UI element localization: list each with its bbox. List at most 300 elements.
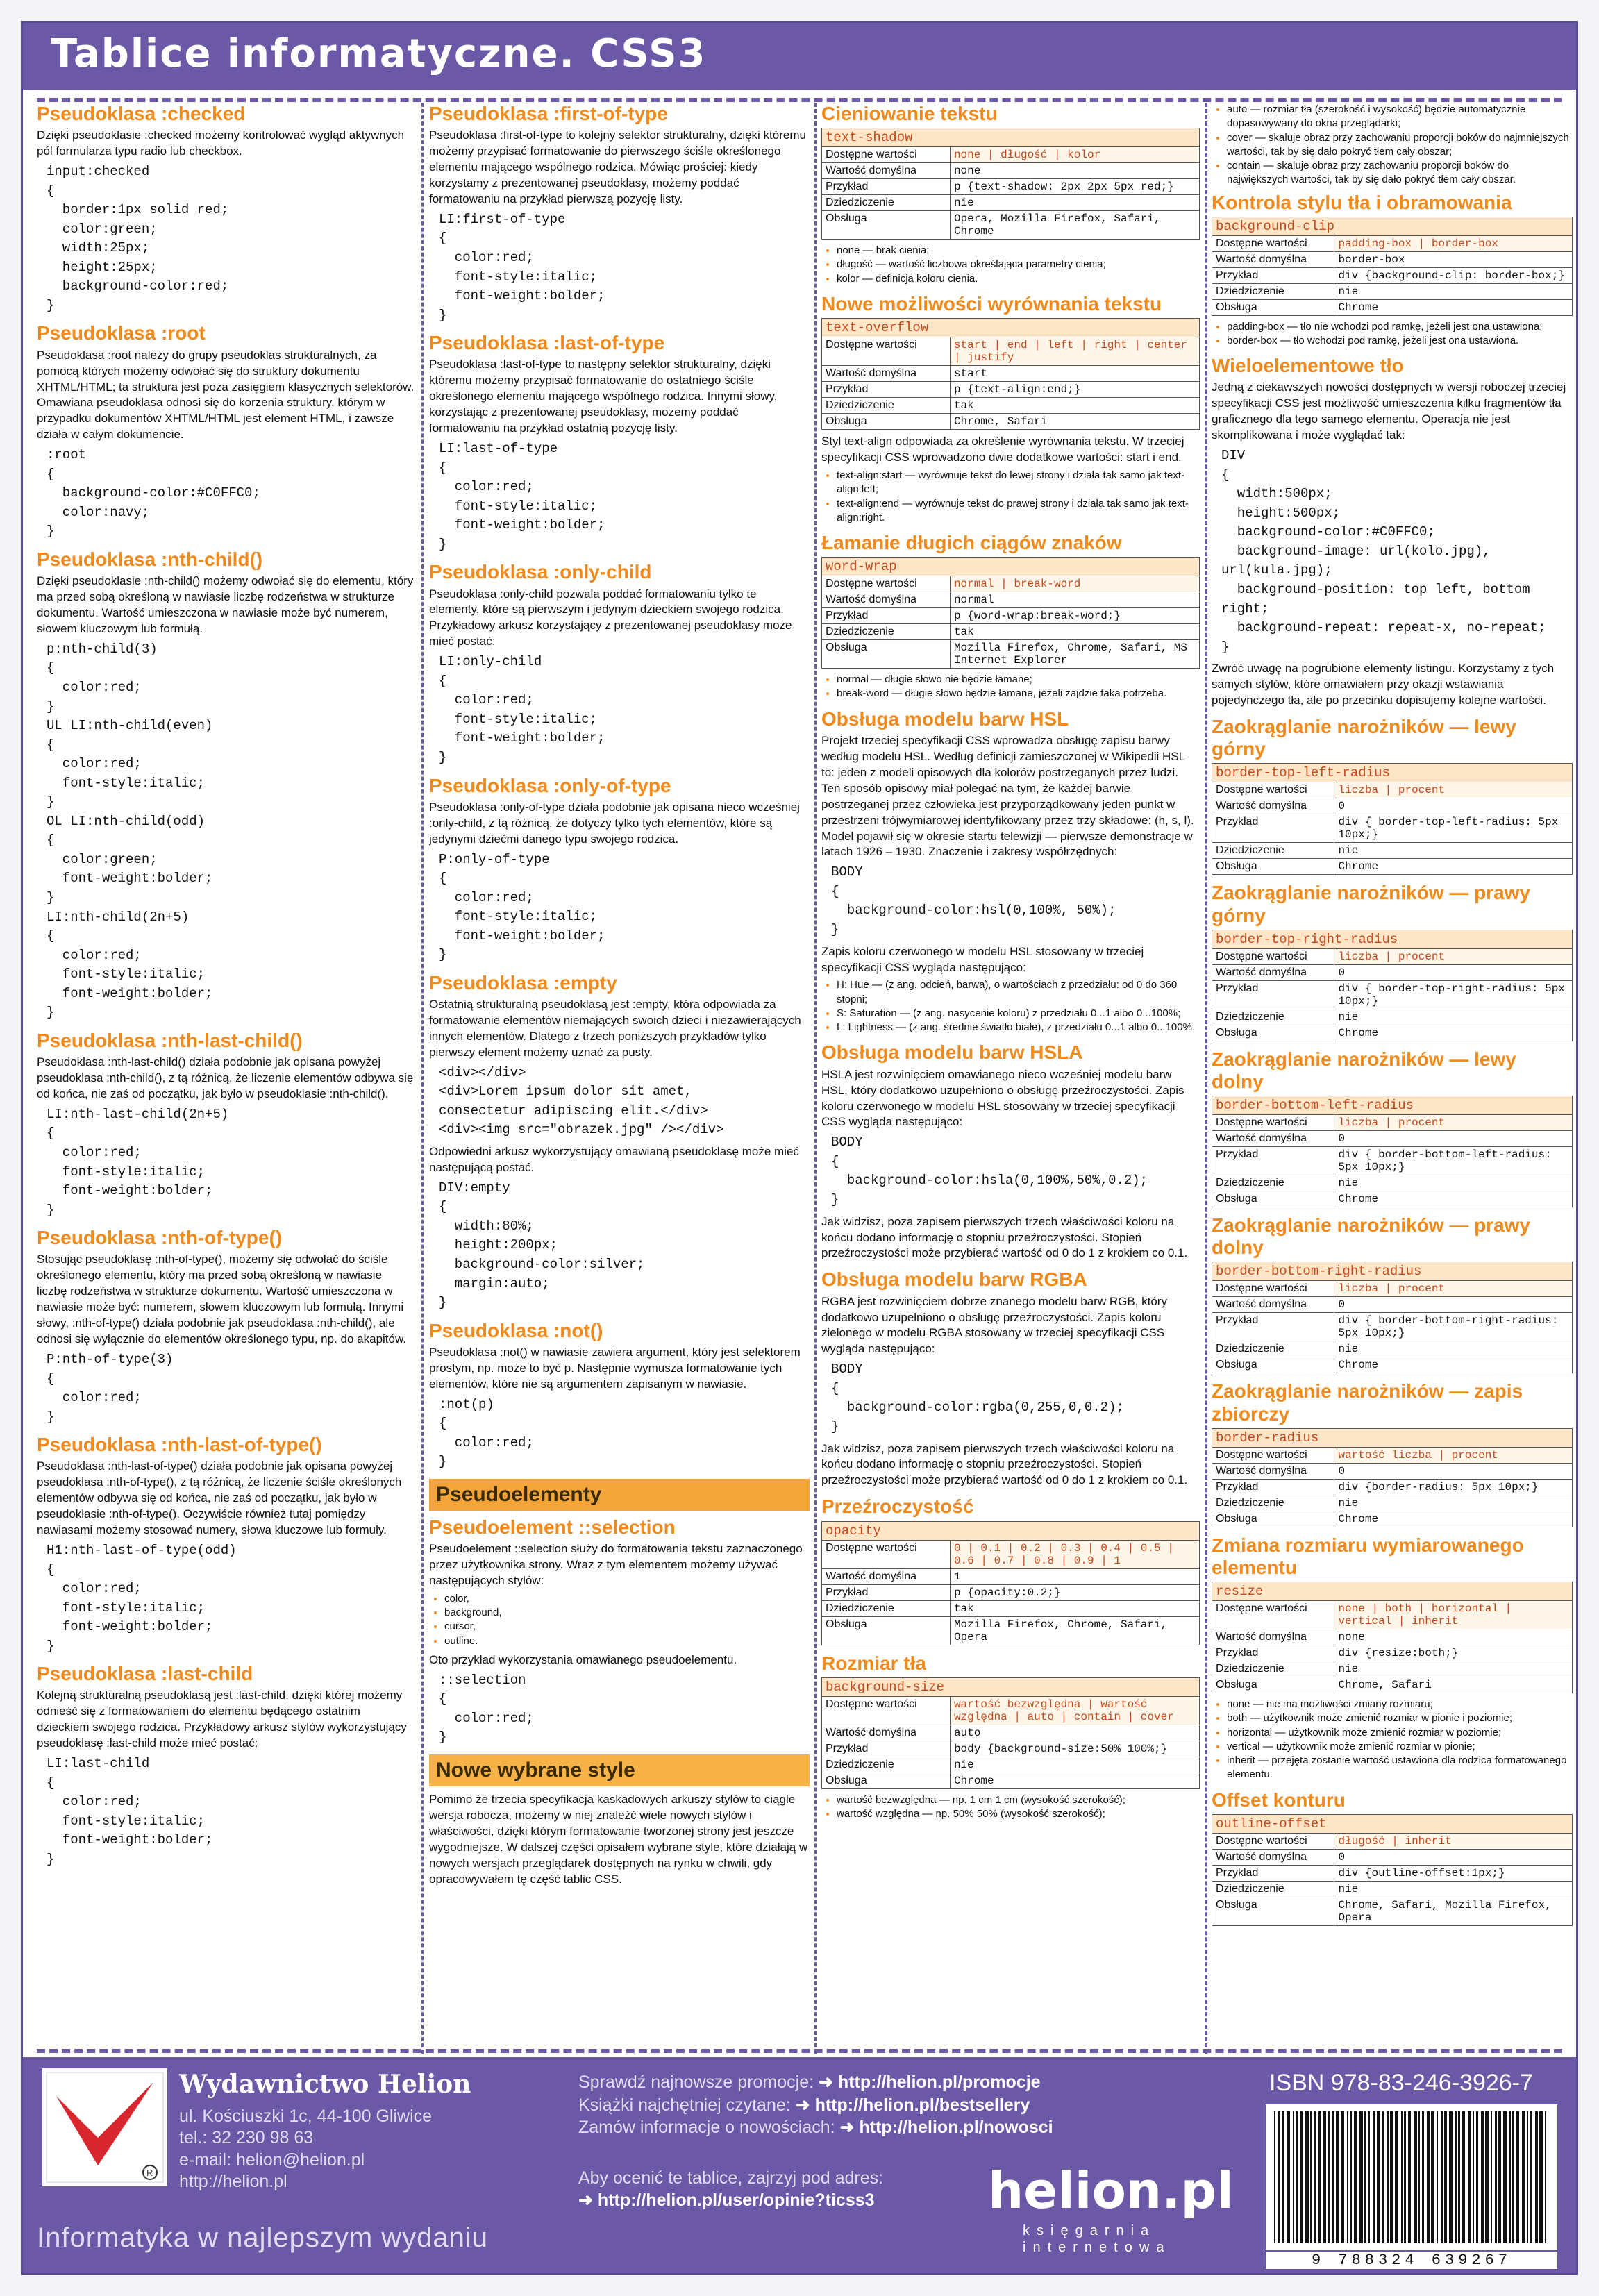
barcode-bar bbox=[1373, 2111, 1375, 2243]
note-item: • wartość bezwzględna — np. 1 cm 1 cm (wysokość szerokość); bbox=[837, 1793, 1200, 1807]
barcode-bar bbox=[1473, 2111, 1474, 2243]
property-row bbox=[1212, 1191, 1573, 1207]
note-item: • inherit — przejęta zostanie wartość ustawiona dla rodzica formatowanego elementu. bbox=[1227, 1754, 1573, 1782]
barcode-bar bbox=[1498, 2111, 1501, 2243]
note-item: • S: Saturation — (z ang. nasycenie koloru) z przedziału 0...1 albo 0...100%; bbox=[837, 1007, 1200, 1021]
section-title: Pseudoklasa :empty bbox=[429, 971, 617, 994]
property-value: nie bbox=[1334, 1175, 1573, 1191]
barcode-bar bbox=[1341, 2111, 1344, 2243]
barcode-bar bbox=[1535, 2111, 1538, 2243]
property-row bbox=[1212, 251, 1573, 267]
barcode-bar bbox=[1300, 2111, 1303, 2243]
property-row bbox=[1212, 1865, 1573, 1881]
property-value: normal bbox=[950, 592, 1199, 608]
section bbox=[429, 332, 810, 554]
property-key: Obsługa bbox=[822, 1773, 951, 1788]
code-block: :not(p) { color:red; } bbox=[439, 1396, 534, 1470]
property-row bbox=[822, 382, 1200, 398]
svg-text:R: R bbox=[146, 2168, 153, 2178]
property-name: word-wrap bbox=[822, 558, 1200, 576]
barcode-bar bbox=[1539, 2111, 1543, 2243]
property-value: Chrome, Safari bbox=[950, 414, 1199, 430]
property-key: Przykład bbox=[1212, 1865, 1334, 1881]
property-key: Wartość domyślna bbox=[1212, 1131, 1334, 1147]
property-key: Dostępne wartości bbox=[1212, 235, 1334, 251]
helion-brand: helion.pl bbox=[988, 2161, 1234, 2220]
property-key: Dziedziczenie bbox=[822, 1757, 951, 1773]
section-title: Pseudoklasa :last-of-type bbox=[429, 332, 665, 354]
barcode-bar bbox=[1545, 2111, 1546, 2243]
section-text: Pseudoklasa :not() w nawiasie zawiera argument, który jest selektorem prostym, np. może to być p. Następnie wymusza formatowanie tych elementów, które nie są argumentem zapisanym w nawiasie. bbox=[429, 1345, 801, 1391]
property-row bbox=[822, 211, 1200, 240]
property-key: Wartość domyślna bbox=[1212, 964, 1334, 980]
property-row bbox=[1212, 948, 1573, 964]
property-row bbox=[1212, 1661, 1573, 1677]
barcode-bar bbox=[1354, 2111, 1357, 2243]
section bbox=[429, 1516, 810, 1748]
section-title: Pseudoklasa :first-of-type bbox=[429, 103, 668, 124]
section bbox=[37, 548, 415, 1023]
property-table bbox=[1212, 1814, 1573, 1926]
note-item: • text-align:end — wyrównuje tekst do prawej strony i działa tak samo jak text-align:right. bbox=[837, 497, 1200, 526]
property-value: 0 bbox=[1334, 798, 1573, 814]
property-name-row bbox=[1212, 930, 1573, 948]
link-label: Aby ocenić te tablice, zajrzyj pod adres: bbox=[578, 2168, 884, 2188]
property-key: Dziedziczenie bbox=[1212, 1341, 1334, 1357]
code-block: :root { background-color:#C0FFC0; color:navy; } bbox=[47, 447, 260, 539]
property-row bbox=[1212, 1009, 1573, 1025]
property-row bbox=[822, 640, 1200, 669]
property-value: p {opacity:0.2;} bbox=[950, 1584, 1199, 1600]
property-row bbox=[1212, 1025, 1573, 1041]
property-value: Mozilla Firefox, Chrome, Safari, MS Internet Explorer bbox=[950, 640, 1199, 669]
link-label: Sprawdź najnowsze promocje: bbox=[578, 2072, 814, 2092]
section bbox=[1212, 1214, 1573, 1373]
section-text: RGBA jest rozwinięciem dobrze znanego modelu barw RGB, który dodatkowo uzupełniono o obsługę przeźroczystości. Zapis koloru zielonego w modelu RGBA stosowany w trzeciej specyfikacji CSS wygląda następująco: bbox=[821, 1294, 1167, 1356]
section-text: Jak widzisz, poza zapisem pierwszych trzech właściwości koloru na końcu dodano informację o stopniu przeźroczystości. Stopień przeźroczystości może przybierać wartość od 0 do 1 z krokiem co 0.1. bbox=[821, 1441, 1188, 1487]
property-key: Obsługa bbox=[822, 414, 951, 430]
property-key: Dziedziczenie bbox=[822, 398, 951, 414]
property-row bbox=[1212, 1115, 1573, 1131]
barcode-bar bbox=[1414, 2111, 1417, 2243]
barcode-bar bbox=[1278, 2111, 1280, 2243]
brand-subtitle: księgarnia internetowa bbox=[1023, 2223, 1171, 2255]
section bbox=[1212, 716, 1573, 875]
section bbox=[37, 1663, 415, 1869]
barcode-bar bbox=[1495, 2111, 1497, 2243]
notes-list bbox=[1212, 1698, 1573, 1782]
property-name: border-top-left-radius bbox=[1212, 764, 1573, 782]
property-row bbox=[1212, 1897, 1573, 1925]
note-item: • text-align:start — wyrównuje tekst do lewej strony i działa tak samo jak text-align:left; bbox=[837, 469, 1200, 497]
column-divider bbox=[421, 103, 424, 2054]
barcode-bar bbox=[1512, 2111, 1514, 2243]
property-table bbox=[1212, 763, 1573, 875]
property-name: outline-offset bbox=[1212, 1814, 1573, 1833]
property-value: nie bbox=[1334, 1009, 1573, 1025]
property-row bbox=[1212, 980, 1573, 1009]
property-key: Przykład bbox=[1212, 1645, 1334, 1661]
code-block: DIV:empty { width:80%; height:200px; background-color:silver; margin:auto; } bbox=[439, 1180, 645, 1311]
property-value: div { border-top-left-radius: 5px 10px;} bbox=[1334, 814, 1573, 843]
column-divider bbox=[1205, 103, 1207, 2054]
section-text: Pseudoklasa :nth-last-of-type() działa podobnie jak opisana powyżej pseudoklasa :nth-of-type(), z tą różnicą, że liczenie ściśle określonych elementów odbywa się od końca, nie zaś od początku, jak było w pseudoklasie :nth-of-type(). Oczywiście również tutaj pomiędzy nawiasami możemy stosować numery, słowa kluczowe lub formuły. bbox=[37, 1459, 402, 1537]
property-name-row bbox=[822, 128, 1200, 147]
property-row bbox=[822, 1773, 1200, 1788]
property-value: nie bbox=[1334, 1881, 1573, 1897]
code-block: input:checked { border:1px solid red; color:green; width:25px; height:25px; background-color:red; } bbox=[47, 164, 229, 313]
code-block: LI:last-child { color:red; font-style:italic; font-weight:bolder; } bbox=[47, 1756, 213, 1867]
property-value: Chrome bbox=[1334, 1357, 1573, 1373]
barcode-bar bbox=[1491, 2111, 1492, 2243]
property-value: wartość bezwzględna | wartość względna | auto | contain | cover bbox=[950, 1696, 1199, 1725]
barcode-bar bbox=[1377, 2111, 1380, 2243]
property-value: liczba | procent bbox=[1334, 948, 1573, 964]
code-block: p:nth-child(3) { color:red; } UL LI:nth-child(even) { color:red; font-style:italic; } OL LI:nth-child(odd) { color:green; font-weight:bolder; } LI:nth-child(2n+5) { color:red; font-style:italic; font-weight:bolder; } bbox=[47, 641, 213, 1021]
property-row bbox=[1212, 1297, 1573, 1313]
section-text: Pseudoklasa :root należy do grupy pseudoklas strukturalnych, za pomocą których możemy odwołać się do struktury dokumentu XHTML/HTML; ta struktura jest poza zasięgiem klasycznych selektorów. Omawiana pseudoklasa odnosi się do korzenia struktury, którym w przypadku dokumentów XHTML/HTML jest element HTML, i zawsze działa w całym dokumencie. bbox=[37, 348, 415, 442]
property-value: start bbox=[950, 366, 1199, 382]
barcode-bar bbox=[1422, 2111, 1424, 2243]
section-text: Stosując pseudoklasę :nth-of-type(), możemy się odwołać do ściśle określonego elementu, który ma przed sobą określoną w nawiasie liczbę rodzeństwa w strukturze dokumentu. Wartość umieszczona w nawiasie może być: numerem, słowem kluczowym lub formułą. Innymi słowy, :nth-of-type() działa podobnie jak pseudoklasa :nth-child(), ale odnosi się wyłącznie do elementów określonego typu, np. do akapitów. bbox=[37, 1252, 407, 1346]
property-row bbox=[1212, 1463, 1573, 1479]
property-key: Obsługa bbox=[822, 211, 951, 240]
property-row bbox=[1212, 843, 1573, 859]
barcode-bar bbox=[1441, 2111, 1443, 2243]
barcode-bar bbox=[1516, 2111, 1519, 2243]
property-key: Dziedziczenie bbox=[1212, 283, 1334, 299]
property-value: Mozilla Firefox, Chrome, Safari, Opera bbox=[950, 1616, 1199, 1645]
section bbox=[429, 103, 810, 325]
barcode-bar bbox=[1485, 2111, 1489, 2243]
property-key: Dostępne wartości bbox=[822, 1696, 951, 1725]
email-link[interactable]: e-mail: helion@helion.pl bbox=[179, 2150, 365, 2170]
property-value: Chrome bbox=[1334, 859, 1573, 875]
notes-list bbox=[821, 469, 1200, 525]
barcode-bar bbox=[1314, 2111, 1316, 2243]
code-block: H1:nth-last-of-type(odd) { color:red; font-style:italic; font-weight:bolder; } bbox=[47, 1543, 237, 1654]
property-name: opacity bbox=[822, 1521, 1200, 1540]
property-row bbox=[822, 624, 1200, 640]
barcode-bar bbox=[1390, 2111, 1393, 2243]
barcode-bar bbox=[1332, 2111, 1334, 2243]
property-value: nie bbox=[1334, 1495, 1573, 1511]
barcode-bar bbox=[1437, 2111, 1438, 2243]
barcode-digits: 9 788324 639267 bbox=[1266, 2252, 1557, 2269]
section-title: Pseudoklasa :nth-of-type() bbox=[37, 1227, 283, 1249]
section bbox=[1212, 882, 1573, 1041]
promo-link[interactable]: ➜ http://helion.pl/promocje bbox=[819, 2072, 1041, 2092]
website-link[interactable]: http://helion.pl bbox=[179, 2171, 287, 2191]
section-title: Zmiana rozmiaru wymiarowanego elementu bbox=[1212, 1534, 1524, 1579]
property-key: Dziedziczenie bbox=[1212, 1495, 1334, 1511]
barcode-bar bbox=[1364, 2111, 1366, 2243]
property-row bbox=[1212, 1629, 1573, 1645]
note-item: • długość — wartość liczbowa określająca parametry cienia; bbox=[837, 258, 1200, 271]
property-row bbox=[822, 1757, 1200, 1773]
section-title: Pseudoklasa :only-child bbox=[429, 561, 652, 583]
barcode-bar bbox=[1368, 2111, 1370, 2243]
property-row bbox=[1212, 235, 1573, 251]
property-key: Dostępne wartości bbox=[822, 1540, 951, 1568]
property-key: Dziedziczenie bbox=[1212, 1661, 1334, 1677]
section-title: Pseudoklasa :nth-child() bbox=[37, 548, 263, 570]
property-name-row bbox=[822, 1521, 1200, 1540]
property-key: Wartość domyślna bbox=[822, 592, 951, 608]
property-value: nie bbox=[1334, 283, 1573, 299]
property-value: nie bbox=[950, 1757, 1199, 1773]
barcode-bar bbox=[1296, 2111, 1298, 2243]
property-row bbox=[1212, 1495, 1573, 1511]
column-4 bbox=[1212, 103, 1573, 2054]
barcode-bar bbox=[1527, 2111, 1528, 2243]
property-row bbox=[1212, 1357, 1573, 1373]
property-row bbox=[822, 1725, 1200, 1741]
section-text: Pseudoelement ::selection służy do formatowania tekstu zaznaczonego przez użytkownika strony. Wraz z tym elementem możemy używać następujących stylów: bbox=[429, 1542, 803, 1587]
property-value: liczba | procent bbox=[1334, 782, 1573, 798]
property-row bbox=[822, 1741, 1200, 1757]
property-row bbox=[1212, 267, 1573, 283]
section bbox=[1212, 192, 1573, 349]
property-row bbox=[1212, 1645, 1573, 1661]
property-row bbox=[822, 608, 1200, 624]
note-item: • normal — długie słowo nie będzie łamane; bbox=[837, 673, 1200, 687]
property-value: 0 bbox=[1334, 1297, 1573, 1313]
property-table bbox=[1212, 1428, 1573, 1527]
barcode-bar bbox=[1404, 2111, 1406, 2243]
property-key: Dziedziczenie bbox=[1212, 843, 1334, 859]
note-item: • none — nie ma możliwości zmiany rozmiaru; bbox=[1227, 1698, 1573, 1711]
barcode-bar bbox=[1274, 2111, 1275, 2243]
barcode-bar bbox=[1293, 2111, 1294, 2243]
property-value: długość | inherit bbox=[1334, 1833, 1573, 1849]
phone: tel.: 32 230 98 63 bbox=[179, 2128, 314, 2148]
barcode-bar bbox=[1382, 2111, 1384, 2243]
section-text: Oto przykład wykorzystania omawianego pseudoelementu. bbox=[429, 1652, 737, 1666]
code-block: LI:last-of-type { color:red; font-style:italic; font-weight:bolder; } bbox=[439, 441, 605, 552]
property-name-row bbox=[1212, 1428, 1573, 1447]
property-value: none bbox=[1334, 1629, 1573, 1645]
barcode bbox=[1266, 2104, 1557, 2250]
property-key: Obsługa bbox=[1212, 1025, 1334, 1041]
property-key: Wartość domyślna bbox=[822, 366, 951, 382]
barcode-bar bbox=[1427, 2111, 1430, 2243]
section-title: Pseudoklasa :not() bbox=[429, 1319, 603, 1341]
property-name: resize bbox=[1212, 1582, 1573, 1601]
column-divider bbox=[814, 103, 817, 2054]
property-value: liczba | procent bbox=[1334, 1281, 1573, 1297]
note-item: • cover — skaluje obraz przy zachowaniu proporcji boków do najmniejszych wartości, tak by się dało pokryć tłem cały obszar; bbox=[1227, 131, 1573, 160]
section-title: Pseudoklasa :nth-last-child() bbox=[37, 1029, 303, 1051]
property-row bbox=[1212, 299, 1573, 315]
property-row bbox=[1212, 859, 1573, 875]
property-key: Dostępne wartości bbox=[822, 337, 951, 366]
section-title: Zaokrąglanie narożników — prawy dolny bbox=[1212, 1214, 1531, 1259]
property-key: Dostępne wartości bbox=[1212, 1447, 1334, 1463]
property-row bbox=[822, 366, 1200, 382]
property-name: background-clip bbox=[1212, 217, 1573, 235]
motto: Informatyka w najlepszym wydaniu bbox=[37, 2222, 489, 2253]
header-bar bbox=[23, 23, 1576, 90]
note-item: • border-box — tło wchodzi pod ramkę, jeżeli jest ona ustawiona. bbox=[1227, 334, 1573, 348]
section-text: Pseudoklasa :first-of-type to kolejny selektor strukturalny, dzięki któremu możemy przypisać formatowanie do pierwszego ściśle określonego elementu mającego wspólnego rodzica. Mówiąc prościej: kiedy korzystamy z prezentowanej pseudoklasy, możemy poddać formatowaniu na przykład pierwszą pozycję listy. bbox=[429, 128, 806, 206]
property-value: Chrome bbox=[1334, 1191, 1573, 1207]
section bbox=[821, 1268, 1200, 1489]
section-text: Ostatnią strukturalną pseudoklasą jest :empty, która odpowiada za formatowanie elementów niemających swoich dzieci i niezawierających innych elementów. Dlatego z trzech poniższych przykładów tylko pierwszy element możemy uznać za pusty. bbox=[429, 998, 801, 1059]
code-block: P:only-of-type { color:red; font-style:italic; font-weight:bolder; } bbox=[439, 851, 605, 963]
bestsellers-link[interactable]: ➜ http://helion.pl/bestsellery bbox=[795, 2095, 1030, 2115]
section bbox=[821, 1041, 1200, 1262]
property-name: border-top-right-radius bbox=[1212, 930, 1573, 948]
property-row bbox=[1212, 1849, 1573, 1865]
notes-list bbox=[821, 978, 1200, 1034]
barcode-bar bbox=[1476, 2111, 1478, 2243]
section-title: Obsługa modelu barw HSLA bbox=[821, 1041, 1083, 1064]
property-row bbox=[1212, 1175, 1573, 1191]
property-key: Przykład bbox=[1212, 1313, 1334, 1341]
note-item: • outline. bbox=[444, 1634, 810, 1648]
note-item: • break-word — długie słowo będzie łamane, jeżeli zajdzie taka potrzeba. bbox=[837, 687, 1200, 701]
notes-list bbox=[429, 1592, 810, 1648]
barcode-bar bbox=[1455, 2111, 1457, 2243]
note-item: • none — brak cienia; bbox=[837, 244, 1200, 258]
property-name-row bbox=[822, 558, 1200, 576]
section-title: Przeźroczystość bbox=[821, 1495, 974, 1518]
property-key: Dziedziczenie bbox=[822, 1600, 951, 1616]
property-key: Obsługa bbox=[1212, 1677, 1334, 1693]
section bbox=[429, 972, 810, 1313]
column-2 bbox=[429, 103, 810, 2054]
code-block: BODY { background-color:rgba(0,255,0,0.2); } bbox=[831, 1361, 1124, 1434]
property-key: Obsługa bbox=[1212, 859, 1334, 875]
helion-logo bbox=[42, 2068, 167, 2186]
property-key: Dziedziczenie bbox=[1212, 1175, 1334, 1191]
code-block: LI:only-child { color:red; font-style:italic; font-weight:bolder; } bbox=[439, 654, 605, 765]
rate-link[interactable]: ➜ http://helion.pl/user/opinie?ticss3 bbox=[578, 2190, 875, 2210]
property-value: liczba | procent bbox=[1334, 1115, 1573, 1131]
property-value: border-box bbox=[1334, 251, 1573, 267]
property-row bbox=[822, 147, 1200, 163]
address: ul. Kościuszki 1c, 44-100 Gliwice bbox=[179, 2106, 433, 2126]
barcode-bar bbox=[1336, 2111, 1339, 2243]
property-key: Obsługa bbox=[822, 640, 951, 669]
property-key: Wartość domyślna bbox=[1212, 1297, 1334, 1313]
new-styles-heading: Nowe wybrane style bbox=[429, 1754, 810, 1786]
barcode-bar bbox=[1310, 2111, 1312, 2243]
section-title: Rozmiar tła bbox=[821, 1652, 926, 1674]
property-value: normal | break-word bbox=[950, 576, 1199, 592]
section bbox=[821, 1652, 1200, 1822]
barcode-bar bbox=[1462, 2111, 1465, 2243]
section bbox=[429, 1320, 810, 1472]
property-table bbox=[1212, 1096, 1573, 1207]
barcode-bar bbox=[1350, 2111, 1352, 2243]
section bbox=[821, 708, 1200, 1035]
property-name: text-overflow bbox=[822, 319, 1200, 337]
section-text: Zwróć uwagę na pogrubione elementy listingu. Korzystamy z tych samych stylów, które omawiałem przy okazji wstawiania pojedynczego tła, ale po przecinku dopisujemy kolejne wartości. bbox=[1212, 662, 1555, 707]
section-text: Jak widzisz, poza zapisem pierwszych trzech właściwości koloru na końcu dodano informację o stopniu przeźroczystości. Stopień przeźroczystości może przybierać wartość od 0 do 1 z krokiem co 0.1. bbox=[821, 1214, 1188, 1260]
property-row bbox=[822, 1584, 1200, 1600]
note-item: • padding-box — tło nie wchodzi pod ramkę, jeżeli jest ona ustawiona; bbox=[1227, 320, 1573, 334]
section-text: HSLA jest rozwinięciem omawianego nieco wcześniej modelu barw HSL, który dodatkowo uzupełniono o obsługę przeźroczystości. Zapis koloru czerwonego w modelu HSL stosowany w trzeciej specyfikacji CSS wygląda następująco: bbox=[821, 1067, 1184, 1129]
barcode-bar bbox=[1387, 2111, 1389, 2243]
section-title: Zaokrąglanie narożników — prawy górny bbox=[1212, 882, 1531, 926]
section-title: Pseudoklasa :checked bbox=[37, 103, 246, 124]
property-row bbox=[822, 414, 1200, 430]
barcode-bar bbox=[1449, 2111, 1453, 2243]
barcode-bar bbox=[1418, 2111, 1420, 2243]
code-block: BODY { background-color:hsl(0,100%, 50%); } bbox=[831, 864, 1116, 938]
section-title: Zaokrąglanie narożników — zapis zbiorczy bbox=[1212, 1380, 1523, 1425]
link-label: Książki najchętniej czytane: bbox=[578, 2095, 791, 2115]
property-key: Dziedziczenie bbox=[822, 195, 951, 211]
property-key: Wartość domyślna bbox=[1212, 251, 1334, 267]
note-item: • contain — skaluje obraz przy zachowaniu proporcji boków do największych wartości, tak by się dało pokryć tłem cały obszar. bbox=[1227, 159, 1573, 187]
property-value: Chrome, Safari bbox=[1334, 1677, 1573, 1693]
property-value: Opera, Mozilla Firefox, Safari, Chrome bbox=[950, 211, 1199, 240]
property-key: Obsługa bbox=[822, 1616, 951, 1645]
property-name-row bbox=[1212, 1096, 1573, 1115]
section-title: Kontrola stylu tła i obramowania bbox=[1212, 191, 1512, 213]
property-name: border-bottom-left-radius bbox=[1212, 1096, 1573, 1115]
section-text: Projekt trzeciej specyfikacji CSS wprowadza obsługę zapisu barwy według modelu HSL. Według definicji zamieszczonej w Wikipedii HSL to: jeden z modeli opisowych dla kolorów postrzeganych przez ludzi. Ten sposób opisowy miał polegać na tym, że każdej barwie postrzeganej przez człowieka jest przyporządkowany jeden punkt w przestrzeni trójwymiarowej identyfikowany przez trzy składowe: (h, s, l). Model pojawił się w okresie startu telewizji — pierwsze demonstracje w latach 1926 – 1930. Znaczenie i zakresy współrzędnych: bbox=[821, 733, 1194, 859]
barcode-bar bbox=[1509, 2111, 1511, 2243]
property-value: Chrome, Safari, Mozilla Firefox, Opera bbox=[1334, 1897, 1573, 1925]
barcode-bar bbox=[1481, 2111, 1484, 2243]
code-block: LI:nth-last-child(2n+5) { color:red; font-style:italic; font-weight:bolder; } bbox=[47, 1106, 229, 1218]
cheat-sheet-page bbox=[21, 21, 1578, 2275]
property-value: div { border-top-right-radius: 5px 10px;} bbox=[1334, 980, 1573, 1009]
section bbox=[1212, 1789, 1573, 1926]
property-key: Wartość domyślna bbox=[822, 163, 951, 179]
property-key: Przykład bbox=[1212, 1479, 1334, 1495]
news-link[interactable]: ➜ http://helion.pl/nowosci bbox=[839, 2118, 1053, 2137]
section bbox=[1212, 355, 1573, 709]
property-table bbox=[821, 1521, 1200, 1645]
property-key: Dziedziczenie bbox=[822, 624, 951, 640]
property-name-row bbox=[1212, 1814, 1573, 1833]
property-key: Wartość domyślna bbox=[822, 1725, 951, 1741]
property-value: tak bbox=[950, 624, 1199, 640]
property-key: Wartość domyślna bbox=[1212, 798, 1334, 814]
note-item: • H: Hue — (z ang. odcień, barwa), o wartościach z przedziału: od 0 do 360 stopni; bbox=[837, 978, 1200, 1007]
property-key: Dostępne wartości bbox=[1212, 1601, 1334, 1629]
property-table bbox=[821, 128, 1200, 240]
property-value: p {text-shadow: 2px 2px 5px red;} bbox=[950, 179, 1199, 195]
property-value: tak bbox=[950, 1600, 1199, 1616]
section-title: Zaokrąglanie narożników — lewy górny bbox=[1212, 715, 1516, 760]
link-label: Zamów informacje o nowościach: bbox=[578, 2118, 835, 2137]
property-row bbox=[1212, 1677, 1573, 1693]
code-block: P:nth-of-type(3) { color:red; } bbox=[47, 1351, 174, 1425]
notes-list bbox=[1212, 320, 1573, 349]
property-value: nie bbox=[1334, 1341, 1573, 1357]
property-key: Wartość domyślna bbox=[1212, 1463, 1334, 1479]
section-title: Obsługa modelu barw RGBA bbox=[821, 1268, 1087, 1291]
property-value: Chrome bbox=[950, 1773, 1199, 1788]
section-text: Styl text-align odpowiada za określenie wyrównania tekstu. W trzeciej specyfikacji CSS wprowadzono dwie dodatkowe wartości: start i end. bbox=[821, 435, 1184, 464]
property-row bbox=[822, 398, 1200, 414]
section-text: Odpowiedni arkusz wykorzystujący omawianą pseudoklasę może mieć następującą postać. bbox=[429, 1144, 799, 1174]
property-value: Chrome bbox=[1334, 1025, 1573, 1041]
note-item: • auto — rozmiar tła (szerokość i wysokość) będzie automatycznie dopasowywany do okna przeglądarki; bbox=[1227, 103, 1573, 131]
property-row bbox=[1212, 798, 1573, 814]
barcode-bar bbox=[1318, 2111, 1321, 2243]
section-title: Nowe możliwości wyrównania tekstu bbox=[821, 292, 1162, 315]
note-item: • background, bbox=[444, 1606, 810, 1620]
property-key: Obsługa bbox=[1212, 1191, 1334, 1207]
property-key: Przykład bbox=[822, 1741, 951, 1757]
